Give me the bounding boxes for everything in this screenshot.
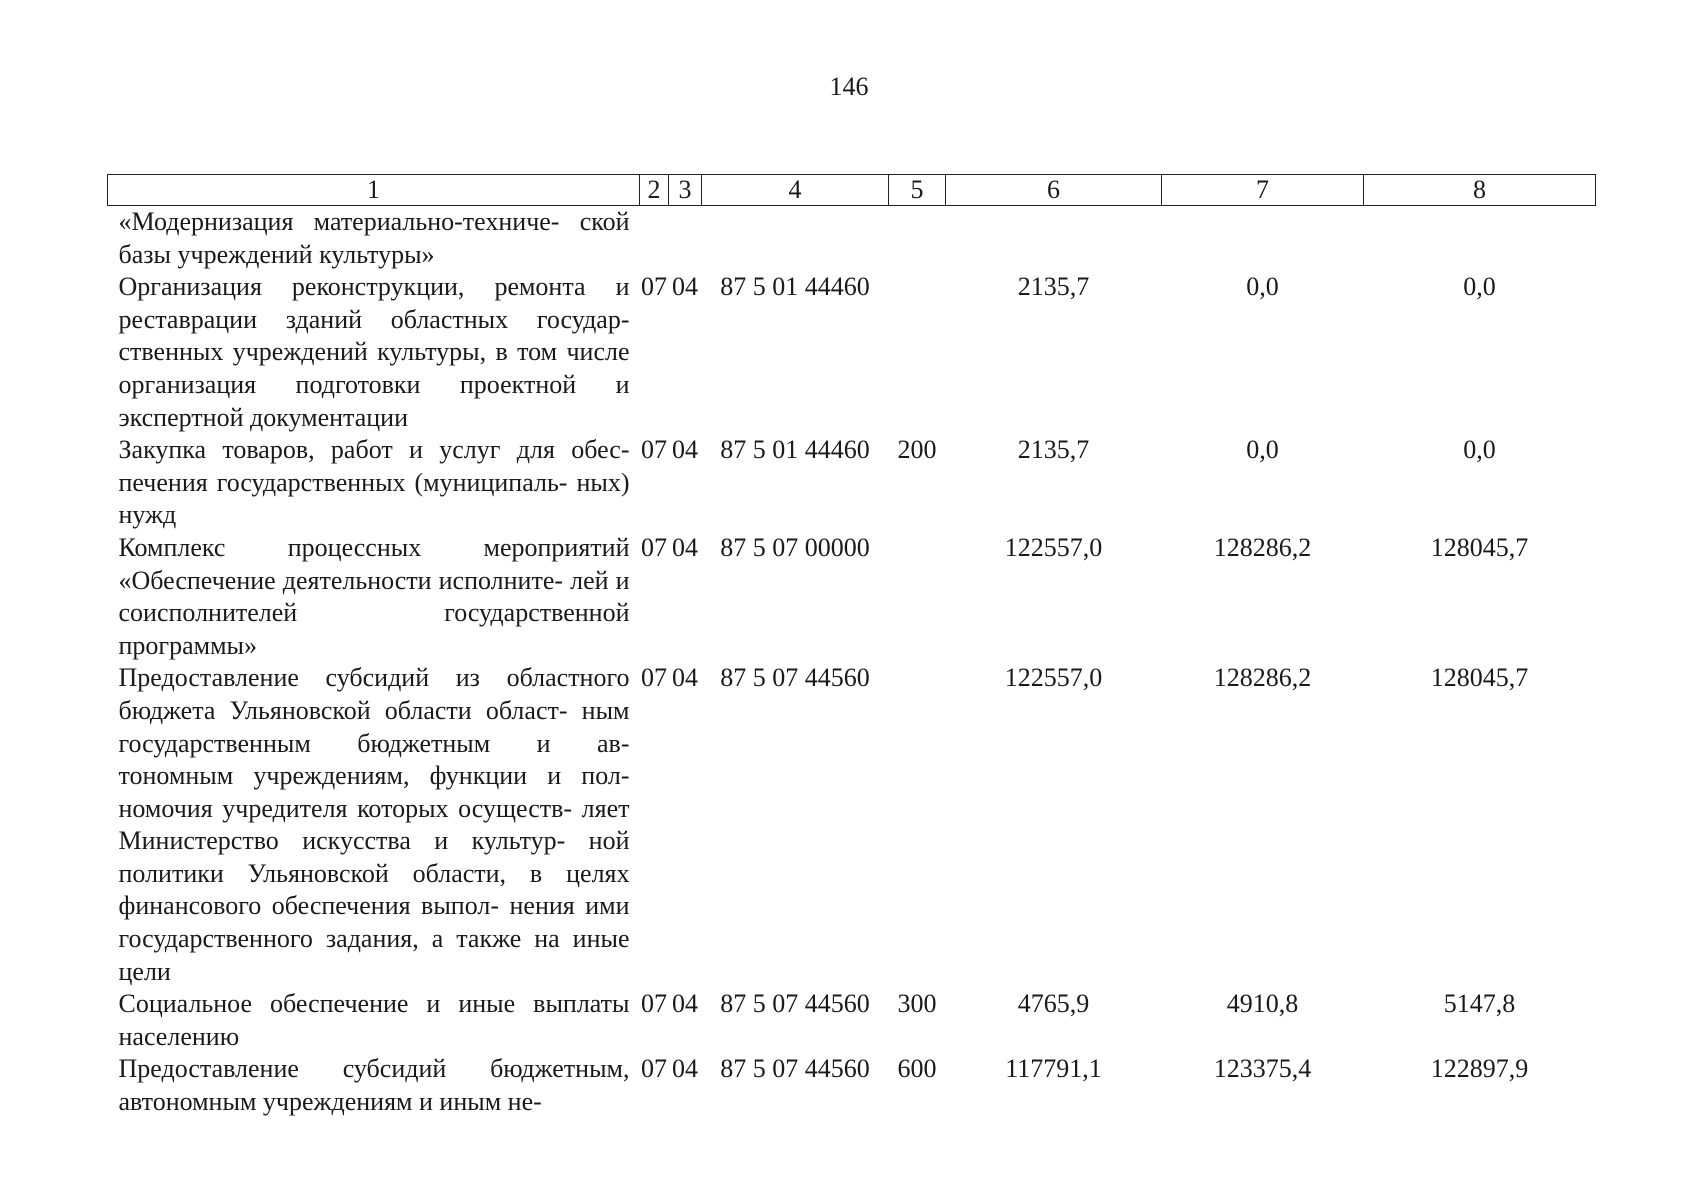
amount-col-6: 117791,1 bbox=[1005, 1054, 1102, 1084]
description-line: числе организация подготовки проектной bbox=[118, 337, 630, 399]
description-line: реставрации зданий областных государ- bbox=[118, 304, 630, 334]
description-line: нения ими государственного задания, а bbox=[118, 891, 630, 954]
expense-type-code: 300 bbox=[897, 989, 937, 1019]
description-line: Комплекс процессных мероприятий bbox=[118, 532, 630, 562]
column-header: 3 bbox=[669, 175, 702, 206]
target-article-code: 87 5 01 44460 bbox=[720, 435, 870, 465]
amount-col-8: 0,0 bbox=[1463, 435, 1496, 465]
column-header: 1 bbox=[108, 175, 640, 206]
table-row bbox=[108, 532, 1596, 662]
description-line: целях финансового обеспечения выпол- bbox=[118, 858, 630, 921]
amount-col-8 bbox=[1364, 206, 1596, 272]
subsection-code: 04 bbox=[672, 272, 698, 302]
amount-col-7: 0,0 bbox=[1246, 435, 1279, 465]
amount-col-8: 128045,7 bbox=[1430, 663, 1529, 693]
amount-col-6: 2135,7 bbox=[1017, 272, 1090, 302]
header-row bbox=[108, 175, 1596, 206]
description-line: Организация реконструкции, ремонта и bbox=[118, 272, 630, 302]
description-line: программы» bbox=[118, 630, 257, 660]
row-description bbox=[108, 662, 640, 988]
amount-col-8: 128045,7 bbox=[1430, 532, 1529, 562]
amount-col-7: 128286,2 bbox=[1213, 532, 1312, 562]
section-code: 07 bbox=[641, 1054, 667, 1084]
amount-col-8: 5147,8 bbox=[1443, 989, 1516, 1019]
description-line: бюджета Ульяновской области област- bbox=[118, 695, 568, 725]
description-line: ляет Министерство искусства и культур- bbox=[118, 793, 630, 856]
description-line: лей и соисполнителей государственной bbox=[118, 565, 630, 628]
target-article-code: 87 5 07 44560 bbox=[720, 1054, 870, 1084]
section-code: 07 bbox=[641, 989, 667, 1019]
description-line: ственных учреждений культуры, в том bbox=[118, 337, 558, 367]
target-article-code: 87 5 01 44460 bbox=[720, 272, 870, 302]
subsection-code: 04 bbox=[672, 989, 698, 1019]
amount-col-8: 0,0 bbox=[1463, 272, 1496, 302]
amount-col-7: 123375,4 bbox=[1213, 1054, 1312, 1084]
description-line: тономным учреждениям, функции и пол- bbox=[118, 761, 630, 791]
target-article-code: 87 5 07 44560 bbox=[720, 663, 870, 693]
amount-col-8: 122897,9 bbox=[1430, 1054, 1529, 1084]
subsection-code: 04 bbox=[672, 435, 698, 465]
target-article-code bbox=[702, 206, 889, 272]
table-row bbox=[108, 434, 1596, 532]
row-description bbox=[108, 988, 640, 1053]
amount-col-7: 0,0 bbox=[1246, 272, 1279, 302]
amount-col-6: 122557,0 bbox=[1004, 532, 1103, 562]
row-description bbox=[108, 1053, 640, 1118]
amount-col-6: 4765,9 bbox=[1017, 989, 1090, 1019]
row-description bbox=[108, 271, 640, 434]
table-row bbox=[108, 206, 1596, 272]
description-line: населению bbox=[118, 1021, 240, 1051]
description-line: автономным учреждениям и иным не- bbox=[118, 1087, 542, 1117]
description-line: и экспертной документации bbox=[118, 369, 630, 432]
description-line: ной политики Ульяновской области, в bbox=[118, 826, 630, 888]
page-number: 146 bbox=[829, 72, 869, 101]
description-line: «Модернизация материально-техниче- bbox=[118, 207, 560, 236]
section-code bbox=[640, 206, 669, 272]
budget-table bbox=[107, 174, 1596, 1119]
expense-type-code bbox=[889, 271, 946, 434]
column-header: 6 bbox=[946, 175, 1162, 206]
expense-type-code: 200 bbox=[897, 435, 937, 465]
amount-col-6 bbox=[946, 206, 1162, 272]
row-description bbox=[108, 532, 640, 662]
row-description bbox=[108, 206, 640, 272]
column-header: 4 bbox=[702, 175, 889, 206]
description-line: также на иные цели bbox=[118, 924, 630, 986]
column-header: 2 bbox=[640, 175, 669, 206]
table-row bbox=[108, 271, 1596, 434]
section-code: 07 bbox=[641, 663, 667, 693]
row-description bbox=[108, 434, 640, 532]
subsection-code: 04 bbox=[672, 663, 698, 693]
description-line: печения государственных (муниципаль- bbox=[118, 467, 568, 497]
amount-col-6: 122557,0 bbox=[1004, 663, 1103, 693]
column-header: 8 bbox=[1364, 175, 1596, 206]
table-row bbox=[108, 662, 1596, 988]
amount-col-7 bbox=[1162, 206, 1364, 272]
expense-type-code bbox=[889, 662, 946, 988]
subsection-code bbox=[669, 206, 702, 272]
description-line: Предоставление субсидий бюджетным, bbox=[118, 1054, 630, 1084]
table-body bbox=[108, 206, 1596, 1119]
section-code: 07 bbox=[641, 272, 667, 302]
table-row bbox=[108, 1053, 1596, 1118]
description-line: ской базы учреждений культуры» bbox=[118, 207, 630, 269]
description-line: «Обеспечение деятельности исполните- bbox=[118, 565, 564, 595]
expense-type-code bbox=[889, 532, 946, 662]
subsection-code: 04 bbox=[672, 1054, 698, 1084]
amount-col-7: 4910,8 bbox=[1226, 989, 1299, 1019]
expense-type-code: 600 bbox=[897, 1054, 937, 1084]
target-article-code: 87 5 07 00000 bbox=[720, 532, 870, 562]
amount-col-7: 128286,2 bbox=[1213, 663, 1312, 693]
description-line: номочия учредителя которых осуществ- bbox=[118, 793, 573, 823]
column-header: 5 bbox=[889, 175, 946, 206]
column-header: 7 bbox=[1162, 175, 1364, 206]
section-code: 07 bbox=[641, 435, 667, 465]
target-article-code: 87 5 07 44560 bbox=[720, 989, 870, 1019]
description-line: Закупка товаров, работ и услуг для обес- bbox=[118, 435, 630, 465]
description-line: Социальное обеспечение и иные выплаты bbox=[118, 989, 630, 1019]
table-row bbox=[108, 988, 1596, 1053]
section-code: 07 bbox=[641, 532, 667, 562]
description-line: Предоставление субсидий из областного bbox=[118, 663, 630, 693]
description-line: ных) нужд bbox=[118, 467, 630, 530]
subsection-code: 04 bbox=[672, 532, 698, 562]
amount-col-6: 2135,7 bbox=[1017, 435, 1090, 465]
description-line: ным государственным бюджетным и ав- bbox=[118, 695, 630, 758]
expense-type-code bbox=[889, 206, 946, 272]
